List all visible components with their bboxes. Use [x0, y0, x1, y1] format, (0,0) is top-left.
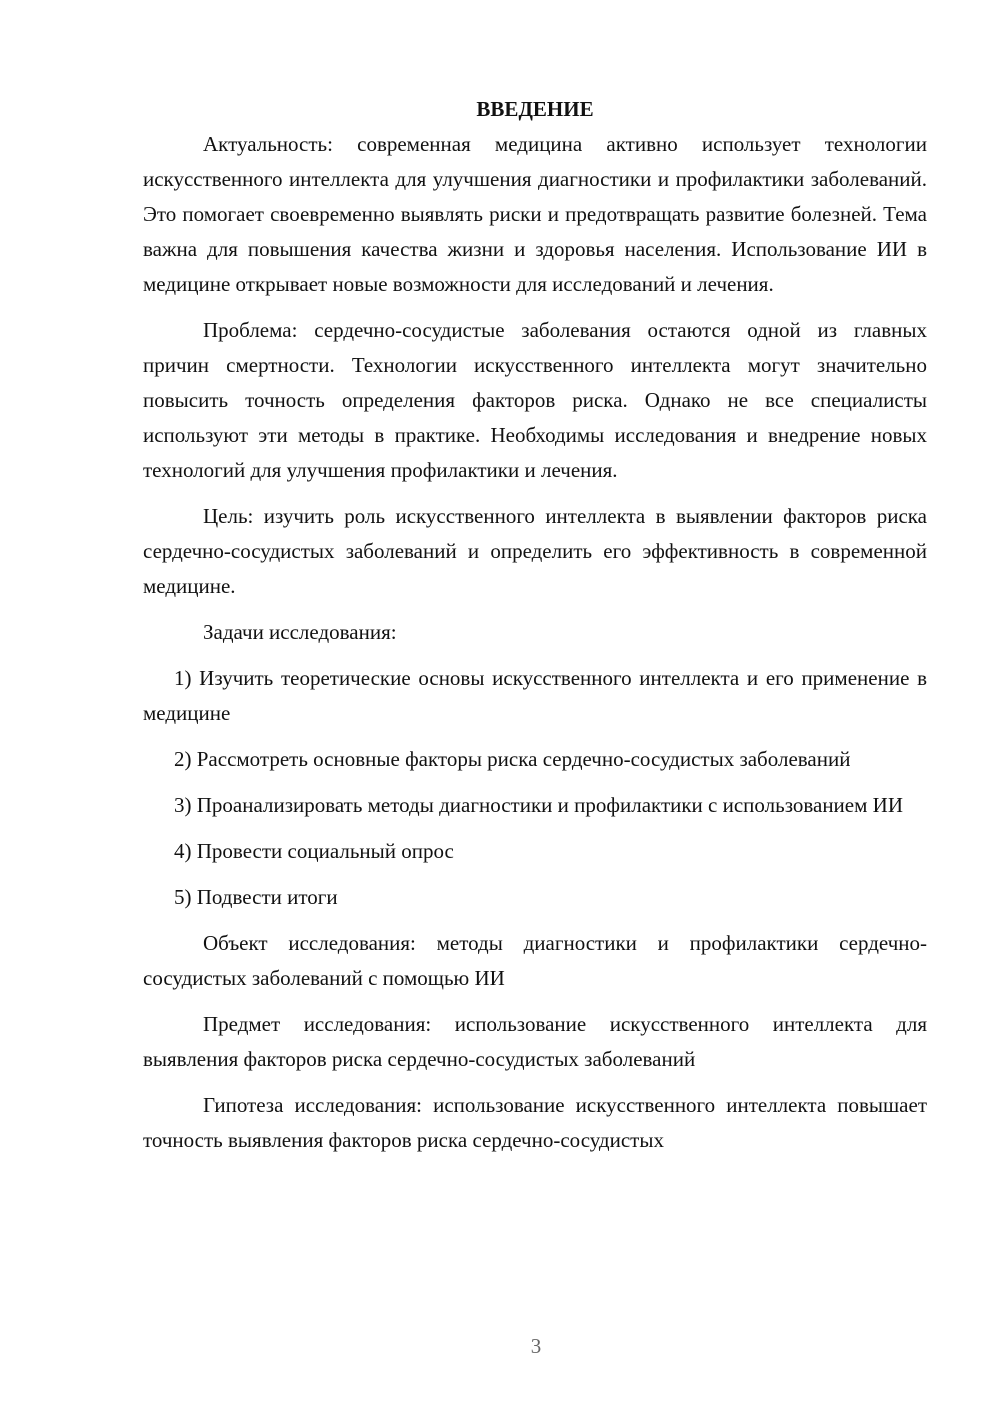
list-item: 1) Изучить теоретические основы искусственного интеллекта и его применение в медицине	[143, 666, 927, 725]
list-item: 5) Подвести итоги	[174, 885, 338, 909]
paragraph-object: Объект исследования: методы диагностики и профилактики сердечно-сосудистых заболеваний с помощью ИИ	[143, 931, 927, 990]
paragraph-subject: Предмет исследования: использование искусственного интеллекта для выявления факторов риска сердечно-сосудистых заболеваний	[143, 1012, 927, 1071]
paragraph-goal: Цель: изучить роль искусственного интеллекта в выявлении факторов риска сердечно-сосудистых заболеваний и определить его эффективность в современной медицине.	[143, 504, 927, 598]
page-content	[143, 92, 927, 1158]
list-item: 2) Рассмотреть основные факторы риска сердечно-сосудистых заболеваний	[174, 747, 851, 771]
list-item: 3) Проанализировать методы диагностики и профилактики с использованием ИИ	[174, 793, 903, 817]
paragraph-problem: Проблема: сердечно-сосудистые заболевания остаются одной из главных причин смертности. Технологии искусственного интеллекта могут значительно повысить точность определения факторов риска. Однако не все специалисты используют эти методы в практике. Необходимы исследования и внедрение новых технологий для улучшения профилактики и лечения.	[143, 318, 927, 482]
page-number: 3	[530, 1334, 542, 1358]
tasks-title: Задачи исследования:	[203, 620, 397, 644]
section-heading: ВВЕДЕНИЕ	[476, 97, 594, 121]
list-item: 4) Провести социальный опрос	[174, 839, 454, 863]
paragraph-relevance: Актуальность: современная медицина активно использует технологии искусственного интеллекта для улучшения диагностики и профилактики заболеваний. Это помогает своевременно выявлять риски и предотвращать развитие болезней. Тема важна для повышения качества жизни и здоровья населения. Использование ИИ в медицине открывает новые возможности для исследований и лечения.	[143, 132, 927, 296]
paragraph-hypothesis: Гипотеза исследования: использование искусственного интеллекта повышает точность выявления факторов риска сердечно-сосудистых	[143, 1093, 927, 1152]
